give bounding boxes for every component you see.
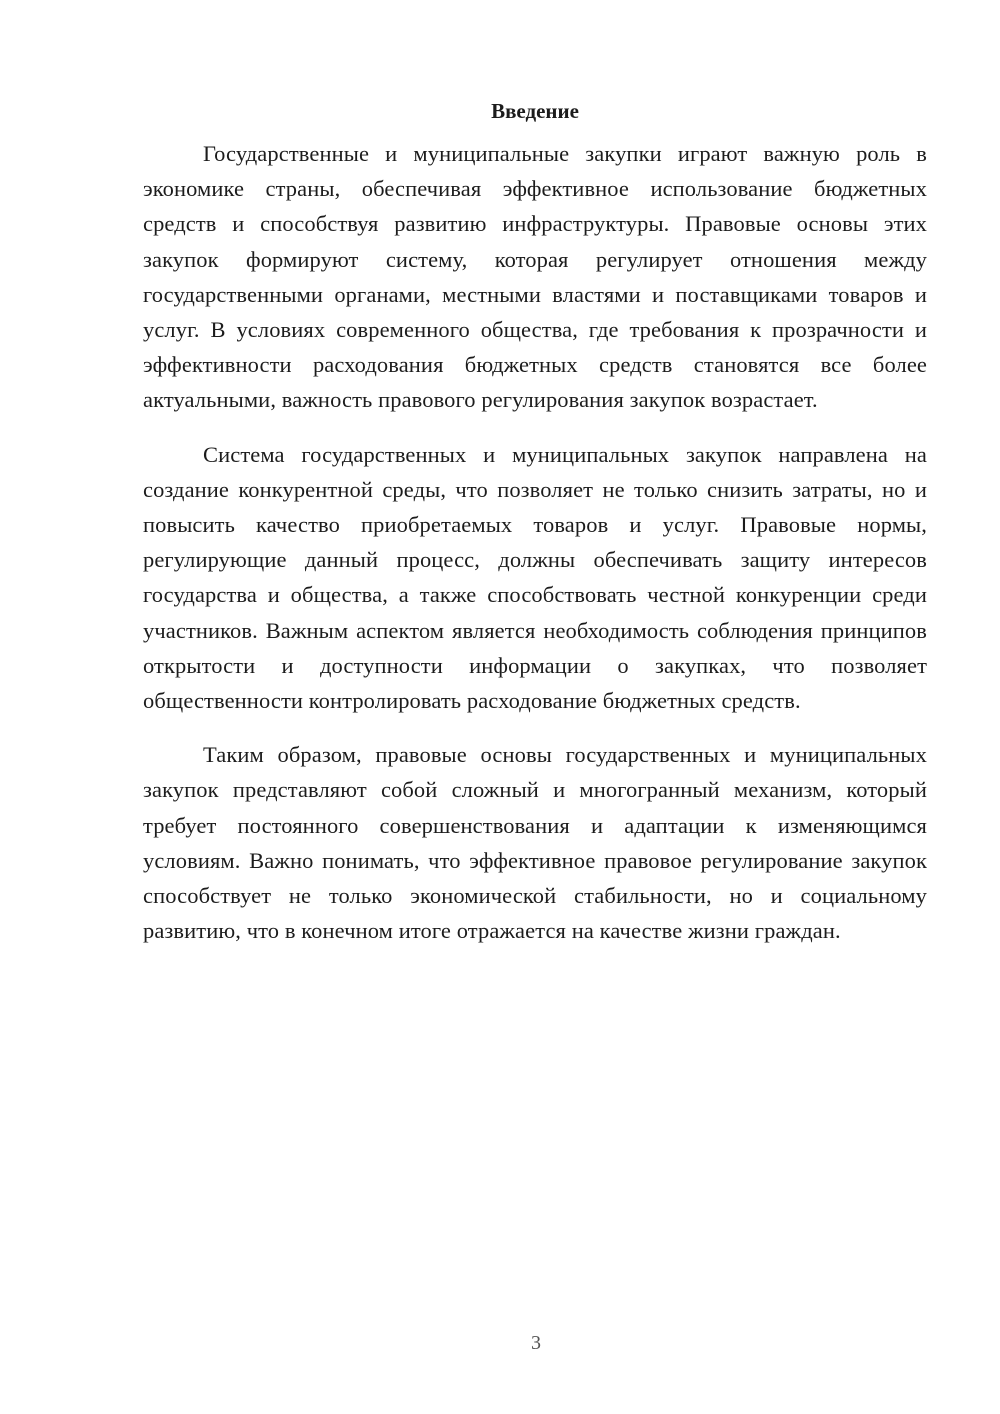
page-content: [143, 96, 927, 967]
paragraph-1: Государственные и муниципальные закупки играют важную роль в экономике страны, обеспечивая эффективное использование бюджетных средств и способствуя развитию инфраструктуры. Правовые основы этих закупок формируют систему, которая регулирует отношения между государственными органами, местными властями и поставщиками товаров и услуг. В условиях современного общества, где требования к прозрачности и эффективности расходования бюджетных средств становятся все более актуальными, важность правового регулирования закупок возрастает.: [143, 141, 927, 413]
page-number: 3: [531, 1332, 541, 1354]
section-title: Введение: [491, 99, 579, 123]
paragraph-2: Система государственных и муниципальных закупок направлена на создание конкурентной среды, что позволяет не только снизить затраты, но и повысить качество приобретаемых товаров и услуг. Правовые нормы, регулирующие данный процесс, должны обеспечивать защиту интересов государства и общества, а также способствовать честной конкуренции среди участников. Важным аспектом является необходимость соблюдения принципов открытости и доступности информации о закупках, что позволяет общественности контролировать расходование бюджетных средств.: [143, 441, 927, 714]
paragraph-3: Таким образом, правовые основы государственных и муниципальных закупок представляют собой сложный и многогранный механизм, который требует постоянного совершенствования и адаптации к изменяющимся условиям. Важно понимать, что эффективное правовое регулирование закупок способствует не только экономической стабильности, но и социальному развитию, что в конечном итоге отражается на качестве жизни граждан.: [143, 742, 927, 944]
